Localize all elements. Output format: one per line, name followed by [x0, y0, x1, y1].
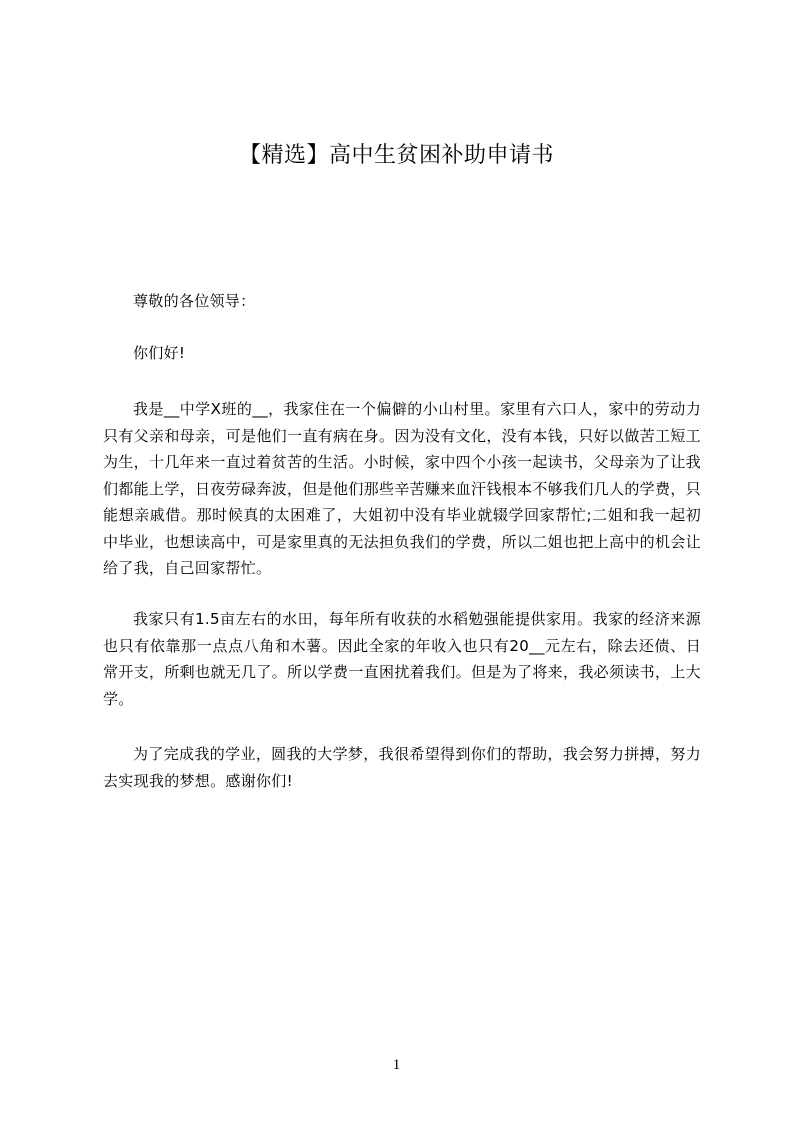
- page-number: 1: [392, 1057, 401, 1073]
- salutation: 尊敬的各位领导：: [133, 292, 256, 310]
- paragraph-closing: 为了完成我的学业，圆我的大学梦，我很希望得到你们的帮助，我会努力拼搏，努力去实现我的梦想。感谢你们!: [103, 745, 701, 790]
- paragraph-family-income: 我家只有1.5亩左右的水田，每年所有收获的水稻勉强能提供家用。我家的经济来源也只有依靠那一点点八角和木薯。因此全家的年收入也只有20__元左右，除去还债、日常开支，所剩也就无几了。所以学费一直困扰着我们。但是为了将来，我必须读书，上大学。: [103, 610, 701, 708]
- paragraph-family-background: 我是__中学X班的__，我家住在一个偏僻的小山村里。家里有六口人，家中的劳动力只有父亲和母亲，可是他们一直有病在身。因为没有文化，没有本钱，只好以做苦工短工为生，十几年来一直过着贫苦的生活。小时候，家中四个小孩一起读书，父母亲为了让我们都能上学，日夜劳碌奔波，但是他们那些辛苦赚来血汗钱根本不够我们几人的学费，只能想亲戚借。那时候真的太困难了，大姐初中没有毕业就辍学回家帮忙;二姐和我一起初中毕业，也想读高中，可是家里真的无法担负我们的学费，所以二姐也把上高中的机会让给了我，自己回家帮忙。: [103, 400, 701, 577]
- document-title: 【精选】高中生贫困补助申请书: [238, 143, 554, 168]
- greeting: 你们好!: [133, 344, 186, 362]
